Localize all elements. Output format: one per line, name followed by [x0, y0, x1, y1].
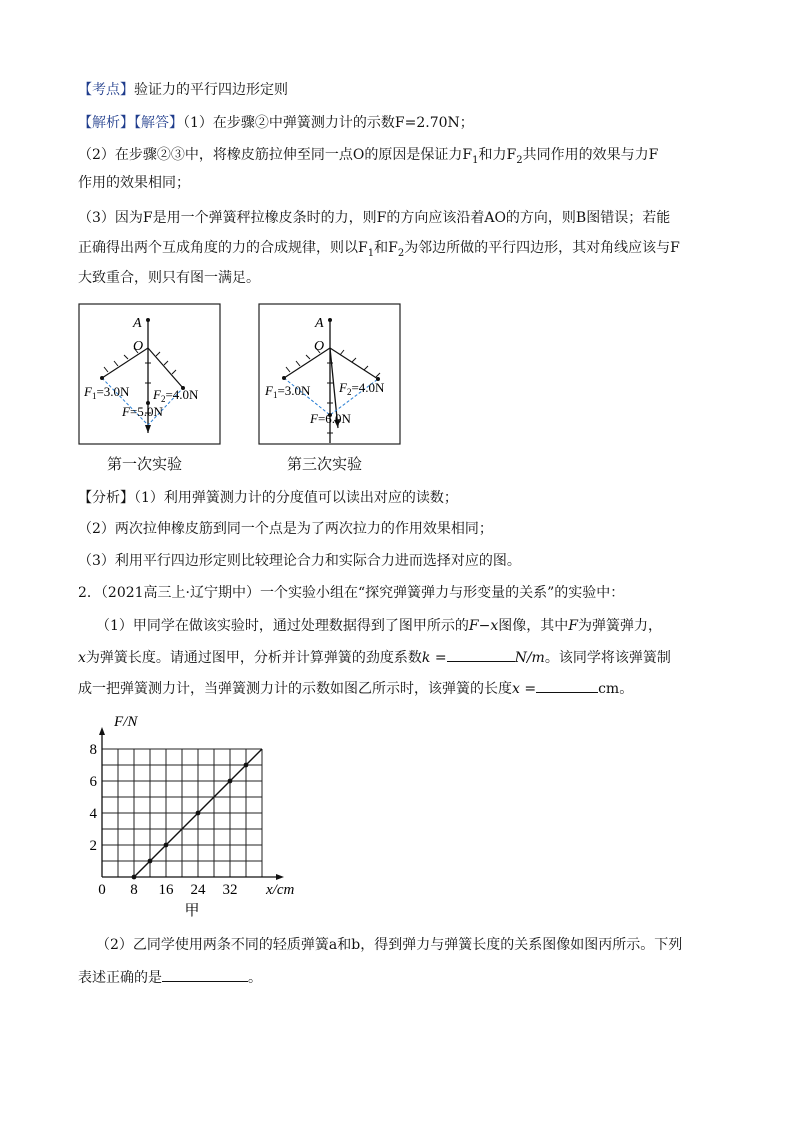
- point-o-label: O: [133, 339, 144, 354]
- y-tick-label: 4: [89, 806, 97, 822]
- x-axis-arrow: [276, 874, 284, 880]
- p2-text-a: （2）在步骤②③中，将橡皮筋拉伸至同一点O的原因是保证力F: [78, 147, 473, 163]
- q2-text: 为弹簧长度。请通过图甲，分析并计算弹簧的劲度系数: [85, 650, 422, 666]
- p2-text-b: 和力F: [478, 147, 517, 163]
- jiexi-p3-line3: [78, 268, 260, 288]
- q2-text: 。: [248, 970, 262, 986]
- x-tick-label: 32: [222, 882, 238, 898]
- question-2-head: 2．（2021高三上·辽宁期中）一个实验小组在“探究弹簧弹力与形变量的关系”的实验中：: [78, 585, 625, 601]
- p2-text-d: 作用的效果相同；: [78, 175, 190, 191]
- question-2-sub2-line2: [78, 967, 262, 988]
- y-tick-label: 8: [89, 742, 97, 758]
- fenxi-p1: （1）利用弹簧测力计的分度值可以读出对应的读数；: [134, 490, 458, 506]
- f-label: F=6.0N: [310, 411, 351, 426]
- sub-1: 1: [367, 247, 375, 259]
- x-tick-label: 24: [190, 882, 206, 898]
- chart-caption: 甲: [184, 903, 200, 919]
- fenxi-tag: 【分析】: [78, 490, 134, 506]
- q2-formula: F−x: [468, 618, 499, 634]
- y-axis-label: F/N: [114, 714, 138, 730]
- q2-text: 为弹簧弹力，: [577, 618, 662, 634]
- fenxi-line-3: （3）利用平行四边形定则比较理论合力和实际合力进而选择对应的图。: [78, 553, 521, 569]
- jieda-tag: 【解答】: [134, 115, 183, 131]
- jiexi-tag: 【解析】: [78, 115, 134, 131]
- kaodian-text: 验证力的平行四边形定则: [134, 82, 288, 98]
- sub2-answer-blank[interactable]: [162, 967, 248, 982]
- p3-text-c: 和F: [374, 240, 398, 256]
- q2-text: （1）甲同学在做该实验时，通过处理数据得到了图甲所示的: [96, 618, 469, 634]
- f-label: F=5.0N: [122, 404, 163, 419]
- p3-text-b: 正确得出两个互成角度的力的合成规律，则以F: [78, 240, 368, 256]
- q2-text: 图像，其中: [498, 618, 569, 634]
- q2-text: 表述正确的是: [78, 970, 162, 986]
- p2-text-c: 共同作用的效果与力F: [522, 147, 659, 163]
- data-point: [164, 843, 169, 848]
- x-tick-label: 16: [158, 882, 174, 898]
- y-tick-label: 6: [89, 774, 97, 790]
- x-axis-label: x/cm: [266, 882, 295, 898]
- sub-1: 1: [472, 154, 479, 166]
- q2-formula: N/m: [514, 650, 545, 666]
- experiment-3-caption: 第三次实验: [287, 455, 363, 473]
- fenxi-line-1: [78, 488, 458, 508]
- jiexi-p3-line2: [78, 238, 680, 264]
- sub-2: 2: [516, 154, 523, 166]
- jiexi-p2-line1: [78, 145, 658, 171]
- experiment-3-figure: [258, 303, 403, 446]
- k-answer-blank[interactable]: [447, 647, 515, 662]
- data-point: [132, 875, 137, 880]
- y-tick-label: 2: [89, 838, 97, 854]
- data-point: [196, 811, 201, 816]
- f2-label: $F_2=4.0N$: [339, 380, 385, 397]
- f1-label: $F_1=3.0N$: [265, 383, 311, 400]
- experiment-1-caption: 第一次实验: [107, 455, 183, 473]
- q2-formula: F: [568, 618, 578, 634]
- q2-text: cm。: [598, 681, 634, 697]
- x-tick-label: 0: [98, 882, 106, 898]
- q2-formula: x =: [512, 681, 537, 697]
- f2-label: $F_2=4.0N$: [153, 387, 199, 404]
- point-o-label: O: [314, 339, 325, 354]
- x-answer-blank[interactable]: [536, 678, 598, 693]
- p3-text-e: 大致重合，则只有图一满足。: [78, 270, 260, 286]
- point-a-label: A: [133, 316, 142, 331]
- data-point: [228, 779, 233, 784]
- q2-text: 成一把弹簧测力计，当弹簧测力计的示数如图乙所示时，该弹簧的长度: [78, 681, 512, 697]
- jiexi-p2-line2: [78, 173, 190, 193]
- fenxi-line-2: （2）两次拉伸橡皮筋到同一个点是为了两次拉力的作用效果相同；: [78, 521, 493, 537]
- jiexi-p3-line1: [78, 208, 670, 228]
- q2-formula: x: [78, 650, 86, 666]
- sub-2: 2: [397, 247, 405, 259]
- question-2-sub1-line2: [78, 647, 671, 668]
- question-2-sub1-line1: [96, 616, 662, 636]
- jiexi-p1: （1）在步骤②中弹簧测力计的示数F=2.70N；: [183, 115, 474, 131]
- x-tick-label: 8: [130, 882, 138, 898]
- jiexi-line: [78, 113, 474, 133]
- f-x-chart: [78, 700, 318, 930]
- p3-text-d: 为邻边所做的平行四边形，其对角线应该与F: [404, 240, 680, 256]
- data-point: [148, 859, 153, 864]
- p3-text-a: （3）因为F是用一个弹簧秤拉橡皮条时的力，则F的方向应该沿着AO的方向，则B图错误；若能: [78, 210, 671, 226]
- question-2-sub1-line3: [78, 678, 633, 699]
- y-axis-arrow: [99, 727, 105, 735]
- kaodian-line: [78, 80, 288, 100]
- kaodian-tag: 【考点】: [78, 82, 134, 98]
- f1-label: $F_1=3.0N$: [84, 384, 130, 401]
- question-2-sub2-line1: （2）乙同学使用两条不同的轻质弹簧a和b，得到弹力与弹簧长度的关系图像如图丙所示。下列: [96, 937, 683, 953]
- q2-formula: k =: [421, 650, 447, 666]
- point-a-label: A: [315, 316, 324, 331]
- q2-text: 。该同学将该弹簧制: [544, 650, 671, 666]
- data-point: [244, 763, 249, 768]
- experiment-1-figure: [78, 303, 223, 446]
